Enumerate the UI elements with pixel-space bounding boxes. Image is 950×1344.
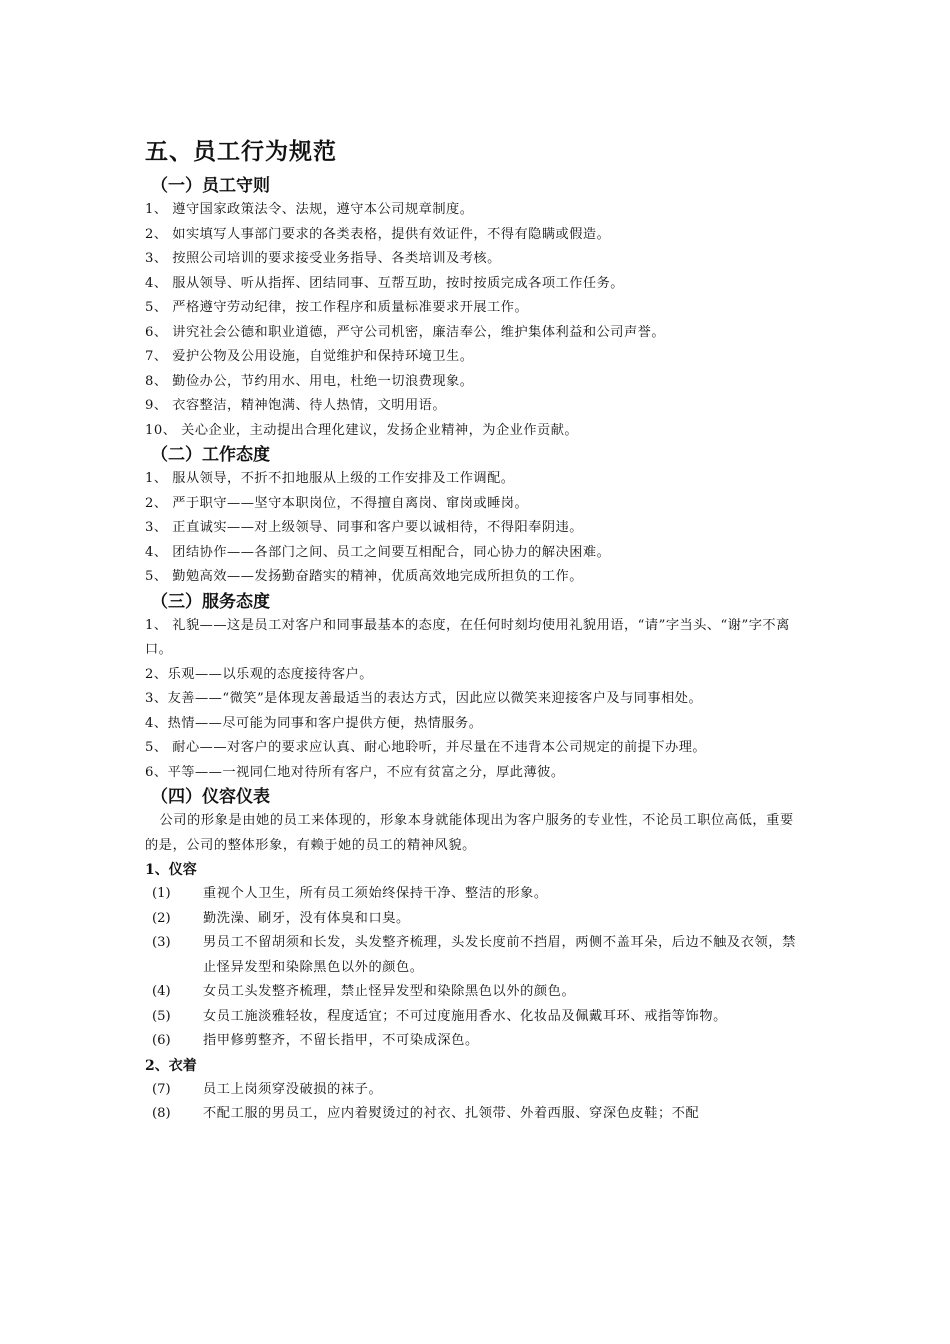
item-number: (8) <box>152 1106 171 1121</box>
item-number: (4) <box>152 984 171 999</box>
list-item <box>145 907 807 932</box>
item-number: (1) <box>152 886 171 901</box>
section-heading-rules: （一）员工守则 <box>151 176 270 196</box>
list-item <box>145 931 807 980</box>
section-heading-work-attitude: （二）工作态度 <box>151 445 270 465</box>
list-item: 6、 讲究社会公德和职业道德，严守公司机密，廉洁奉公，维护集体利益和公司声誉。 <box>145 324 666 340</box>
list-item: 1、 礼貌——这是员工对客户和同事最基本的态度，在任何时刻均使用礼貌用语，“请”字当头、“谢”字不离口。 <box>145 617 790 657</box>
subsection-heading-grooming: 1、仪容 <box>145 862 197 878</box>
list-item: 4、热情——尽可能为同事和客户提供方便，热情服务。 <box>145 715 483 731</box>
list-item: 3、 正直诚实——对上级领导、同事和客户要以诚相待，不得阳奉阴违。 <box>145 520 583 535</box>
item-text: 女员工头发整齐梳理，禁止怪异发型和染除黑色以外的颜色。 <box>203 984 576 999</box>
list-item <box>145 1102 807 1127</box>
list-item: 3、 按照公司培训的要求接受业务指导、各类培训及考核。 <box>145 251 501 266</box>
list-item <box>145 1029 807 1054</box>
section-heading-appearance: （四）仪容仪表 <box>151 787 270 807</box>
list-item: 5、 耐心——对客户的要求应认真、耐心地聆听，并尽量在不违背本公司规定的前提下办理。 <box>145 740 707 755</box>
list-item: 9、 衣容整洁，精神饱满、待人热情，文明用语。 <box>145 398 447 413</box>
document-body <box>145 136 807 1127</box>
list-item <box>145 980 807 1005</box>
list-item: 10、 关心企业，主动提出合理化建议，发扬企业精神，为企业作贡献。 <box>145 422 579 438</box>
section-heading-service-attitude: （三）服务态度 <box>151 591 270 612</box>
list-item: 8、 勤俭办公，节约用水、用电，杜绝一切浪费现象。 <box>145 373 474 389</box>
item-number: (6) <box>152 1033 171 1048</box>
list-item: 4、 团结协作——各部门之间、员工之间要互相配合，同心协力的解决困难。 <box>145 544 611 560</box>
list-item: 2、乐观——以乐观的态度接待客户。 <box>145 666 373 682</box>
list-item: 1、 服从领导，不折不扣地服从上级的工作安排及工作调配。 <box>145 471 515 486</box>
list-item: 4、 服从领导、听从指挥、团结同事、互帮互助，按时按质完成各项工作任务。 <box>145 275 624 291</box>
list-item: 2、 严于职守——坚守本职岗位，不得擅自离岗、窜岗或睡岗。 <box>145 495 529 511</box>
item-text: 女员工施淡雅轻妆，程度适宜；不可过度施用香水、化妆品及佩戴耳环、戒指等饰物。 <box>203 1008 727 1024</box>
intro-paragraph: 公司的形象是由她的员工来体现的，形象本身就能体现出为客户服务的专业性，不论员工职位高低，重要的是，公司的整体形象，有赖于她的员工的精神风貌。 <box>145 813 794 853</box>
item-text: 不配工服的男员工，应内着熨烫过的衬衣、扎领带、外着西服、穿深色皮鞋；不配 <box>203 1106 700 1121</box>
item-number: (5) <box>152 1008 171 1024</box>
list-item: 6、平等——一视同仁地对待所有客户，不应有贫富之分，厚此薄彼。 <box>145 764 565 780</box>
item-number: (3) <box>152 935 171 950</box>
subsection-heading-attire: 2、衣着 <box>145 1057 197 1074</box>
list-item: 1、 遵守国家政策法令、法规，遵守本公司规章制度。 <box>145 202 474 217</box>
item-text: 勤洗澡、刷牙，没有体臭和口臭。 <box>203 910 410 926</box>
item-text: 指甲修剪整齐，不留长指甲，不可染成深色。 <box>203 1033 479 1048</box>
item-number: (2) <box>152 910 171 926</box>
item-text: 员工上岗须穿没破损的袜子。 <box>203 1081 383 1097</box>
list-item <box>145 882 807 907</box>
list-item: 3、友善——“微笑”是体现友善最适当的表达方式，因此应以微笑来迎接客户及与同事相处。 <box>145 691 703 706</box>
item-text: 重视个人卫生，所有员工须始终保持干净、整洁的形象。 <box>203 886 548 901</box>
list-item <box>145 1078 807 1103</box>
list-item: 5、 勤勉高效——发扬勤奋踏实的精神，优质高效地完成所担负的工作。 <box>145 569 583 584</box>
list-item: 5、 严格遵守劳动纪律，按工作程序和质量标准要求开展工作。 <box>145 300 529 315</box>
item-text: 男员工不留胡须和长发，头发整齐梳理，头发长度前不挡眉，两侧不盖耳朵，后边不触及衣领，禁止怪异发型和染除黑色以外的颜色。 <box>203 935 796 975</box>
list-item: 7、 爱护公物及公用设施，自觉维护和保持环境卫生。 <box>145 349 474 364</box>
page-title: 五、员工行为规范 <box>145 138 337 165</box>
item-number: (7) <box>152 1081 171 1097</box>
list-item <box>145 1005 807 1030</box>
list-item: 2、 如实填写人事部门要求的各类表格，提供有效证件，不得有隐瞒或假造。 <box>145 226 611 242</box>
